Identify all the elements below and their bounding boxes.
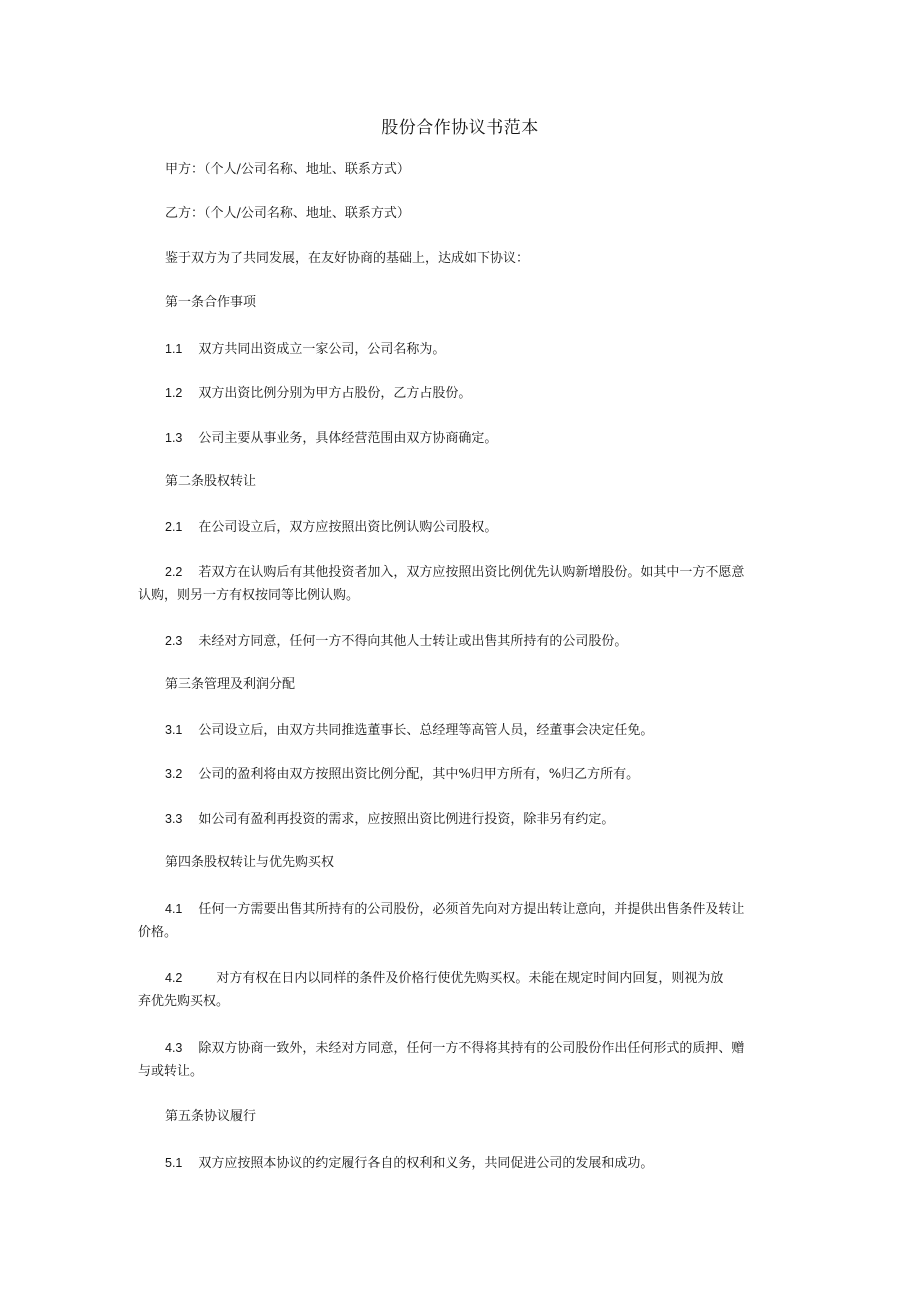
- clause-number: 5.1: [165, 1156, 183, 1170]
- clause-text: 双方出资比例分别为甲方占股份，乙方占股份。: [198, 386, 472, 401]
- section-heading-1: 第一条合作事项: [165, 295, 257, 310]
- clause-number: 3.1: [165, 723, 183, 737]
- clause-number: 1.1: [165, 342, 183, 356]
- clause-4-3: [165, 1038, 744, 1059]
- party-a: 甲方：（个人/公司名称、地址、联系方式）: [165, 162, 410, 177]
- clause-text: 双方应按照本协议的约定履行各自的权利和义务，共同促进公司的发展和成功。: [198, 1156, 654, 1171]
- section-heading-2: 第二条股权转让: [165, 474, 257, 489]
- clause-number: 3.2: [165, 767, 183, 781]
- clause-text: 如公司有盈利再投资的需求，应按照出资比例进行投资，除非另有约定。: [198, 812, 615, 827]
- section-heading-4: 第四条股权转让与优先购买权: [165, 855, 335, 870]
- clause-number: 3.3: [165, 812, 183, 826]
- section-heading-5: 第五条协议履行: [165, 1109, 257, 1124]
- clause-3-1: [165, 720, 653, 741]
- clause-1-2: [165, 383, 471, 404]
- clause-text: 若双方在认购后有其他投资者加入，双方应按照出资比例优先认购新增股份。如其中一方不愿意: [198, 565, 745, 580]
- clause-2-3: [165, 631, 627, 652]
- clause-text: 除双方协商一致外，未经对方同意，任何一方不得将其持有的公司股份作出任何形式的质押、赠: [198, 1041, 745, 1056]
- clause-text: 公司的盈利将由双方按照出资比例分配，其中%归甲方所有，%归乙方所有。: [198, 767, 640, 782]
- clause-1-3: [165, 428, 497, 449]
- clause-1-1: [165, 339, 445, 360]
- clause-number: 2.3: [165, 634, 183, 648]
- clause-2-2-continued: 认购，则另一方有权按同等比例认购。: [138, 588, 360, 603]
- clause-number: 1.3: [165, 431, 183, 445]
- clause-3-2: [165, 764, 639, 785]
- clause-number: 4.1: [165, 902, 183, 916]
- clause-number: 2.1: [165, 520, 183, 534]
- clause-number: 4.3: [165, 1041, 183, 1055]
- clause-text: 双方共同出资成立一家公司，公司名称为。: [198, 342, 446, 357]
- party-b: 乙方：（个人/公司名称、地址、联系方式）: [165, 206, 410, 221]
- clause-2-2: [165, 562, 744, 583]
- clause-text: 在公司设立后，双方应按照出资比例认购公司股权。: [198, 520, 498, 535]
- clause-5-1: [165, 1153, 653, 1174]
- clause-3-3: [165, 809, 614, 830]
- preamble: 鉴于双方为了共同发展，在友好协商的基础上，达成如下协议：: [165, 251, 530, 266]
- clause-4-1: [165, 899, 744, 920]
- clause-4-2-continued: 弃优先购买权。: [138, 994, 230, 1009]
- clause-number: 2.2: [165, 565, 183, 579]
- clause-text: 公司设立后，由双方共同推选董事长、总经理等高管人员，经董事会决定任免。: [198, 723, 654, 738]
- clause-text: 对方有权在日内以同样的条件及价格行使优先购买权。未能在规定时间内回复，则视为放: [216, 971, 724, 986]
- clause-4-3-continued: 与或转让。: [138, 1064, 204, 1079]
- clause-2-1: [165, 517, 497, 538]
- section-heading-3: 第三条管理及利润分配: [165, 677, 296, 692]
- clause-text: 未经对方同意，任何一方不得向其他人士转让或出售其所持有的公司股份。: [198, 634, 628, 649]
- clause-4-2: [165, 968, 723, 989]
- clause-text: 任何一方需要出售其所持有的公司股份，必须首先向对方提出转让意向，并提供出售条件及转让: [198, 902, 745, 917]
- document-title: 股份合作协议书范本: [381, 118, 539, 138]
- clause-number: 1.2: [165, 386, 183, 400]
- clause-4-1-continued: 价格。: [138, 925, 178, 940]
- clause-number: 4.2: [165, 971, 183, 985]
- clause-text: 公司主要从事业务，具体经营范围由双方协商确定。: [198, 431, 498, 446]
